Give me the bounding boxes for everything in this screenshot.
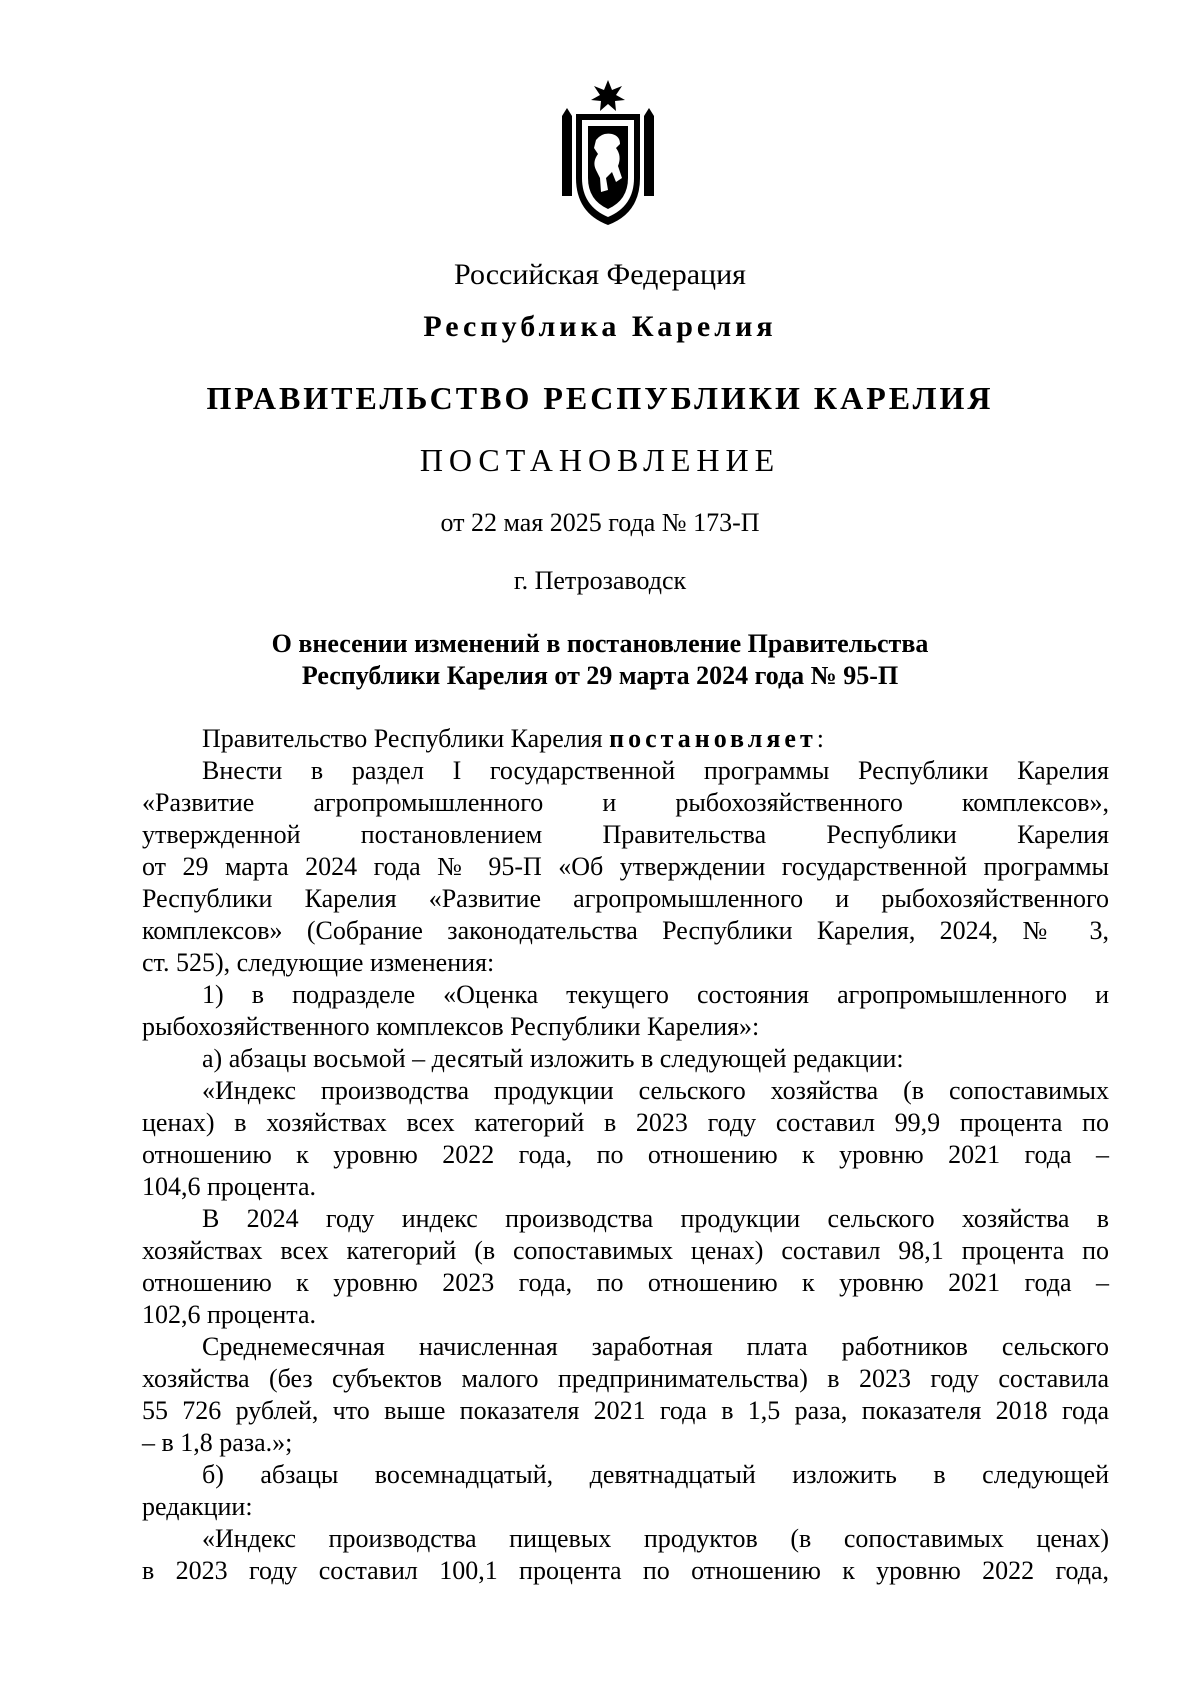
- decree-title-line: О внесении изменений в постановление Правительства: [271, 629, 929, 658]
- decree-body: [142, 723, 1109, 1587]
- federation-heading: Российская Федерация: [454, 258, 746, 291]
- preamble-keyword: постановляет: [609, 724, 817, 753]
- body-line: «Индекс производства пищевых продуктов (в сопоставимых ценах): [202, 1524, 1109, 1553]
- decree-title: [0, 628, 1200, 692]
- body-line: Внести в раздел I государственной программы Республики Карелия: [202, 756, 1109, 785]
- body-line: «Индекс производства продукции сельского хозяйства (в сопоставимых: [202, 1076, 1109, 1105]
- body-line: хозяйствах всех категорий (в сопоставимых ценах) составил 98,1 процента по: [142, 1236, 1109, 1265]
- body-line: Республики Карелия «Развитие агропромышленного и рыбохозяйственного: [142, 884, 1109, 913]
- body-line: 102,6 процента.: [142, 1300, 317, 1329]
- body-line: 55 726 рублей, что выше показателя 2021 года в 1,5 раза, показателя 2018 года: [142, 1396, 1109, 1425]
- decree-city: г. Петрозаводск: [513, 566, 687, 595]
- body-paragraph: [142, 1331, 1109, 1459]
- decree-title-line: Республики Карелия от 29 марта 2024 года № 95-П: [301, 661, 899, 690]
- body-line: В 2024 году индекс производства продукции сельского хозяйства в: [202, 1204, 1109, 1233]
- body-line: а) абзацы восьмой – десятый изложить в следующей редакции:: [202, 1044, 904, 1073]
- body-line: Среднемесячная начисленная заработная плата работников сельского: [202, 1332, 1109, 1361]
- body-line: ценах) в хозяйствах всех категорий в 2023 году составил 99,9 процента по: [142, 1108, 1109, 1137]
- body-paragraph: [142, 1075, 1109, 1203]
- body-line: отношению к уровню 2022 года, по отношению к уровню 2021 года –: [142, 1140, 1109, 1169]
- body-line: утвержденной постановлением Правительства Республики Карелия: [142, 820, 1109, 849]
- body-line: ст. 525), следующие изменения:: [142, 948, 495, 977]
- body-line: – в 1,8 раза.»;: [142, 1428, 293, 1457]
- body-line: хозяйства (без субъектов малого предпринимательства) в 2023 году составила: [142, 1364, 1109, 1393]
- body-line: «Развитие агропромышленного и рыбохозяйственного комплексов»,: [142, 788, 1109, 817]
- preamble-text: Правительство Республики Карелия: [202, 724, 610, 753]
- body-paragraph: [142, 1523, 1109, 1587]
- body-paragraph-preamble: [142, 723, 1109, 755]
- body-line: 104,6 процента.: [142, 1172, 317, 1201]
- coat-of-arms-emblem: [558, 78, 658, 228]
- body-paragraph: [142, 755, 1109, 979]
- body-line: редакции:: [142, 1492, 253, 1521]
- body-line: б) абзацы восемнадцатый, девятнадцатый изложить в следующей: [202, 1460, 1109, 1489]
- government-heading: ПРАВИТЕЛЬСТВО РЕСПУБЛИКИ КАРЕЛИЯ: [206, 380, 994, 416]
- body-paragraph: [142, 1203, 1109, 1331]
- body-line: рыбохозяйственного комплексов Республики Карелия»:: [142, 1012, 760, 1041]
- body-paragraph: [142, 1459, 1109, 1523]
- body-line: от 29 марта 2024 года № 95-П «Об утверждении государственной программы: [142, 852, 1109, 881]
- decree-type-heading: ПОСТАНОВЛЕНИЕ: [419, 442, 781, 478]
- body-line: отношению к уровню 2023 года, по отношению к уровню 2021 года –: [142, 1268, 1109, 1297]
- decree-date-number: от 22 мая 2025 года № 173-П: [440, 508, 760, 537]
- republic-heading: Республика Карелия: [423, 310, 777, 343]
- preamble-colon: :: [816, 724, 824, 753]
- body-paragraph: [142, 1043, 1109, 1075]
- body-line: в 2023 году составил 100,1 процента по отношению к уровню 2022 года,: [142, 1556, 1109, 1585]
- body-paragraph: [142, 979, 1109, 1043]
- body-line: комплексов» (Собрание законодательства Республики Карелия, 2024, № 3,: [142, 916, 1109, 945]
- body-line: 1) в подразделе «Оценка текущего состояния агропромышленного и: [202, 980, 1109, 1009]
